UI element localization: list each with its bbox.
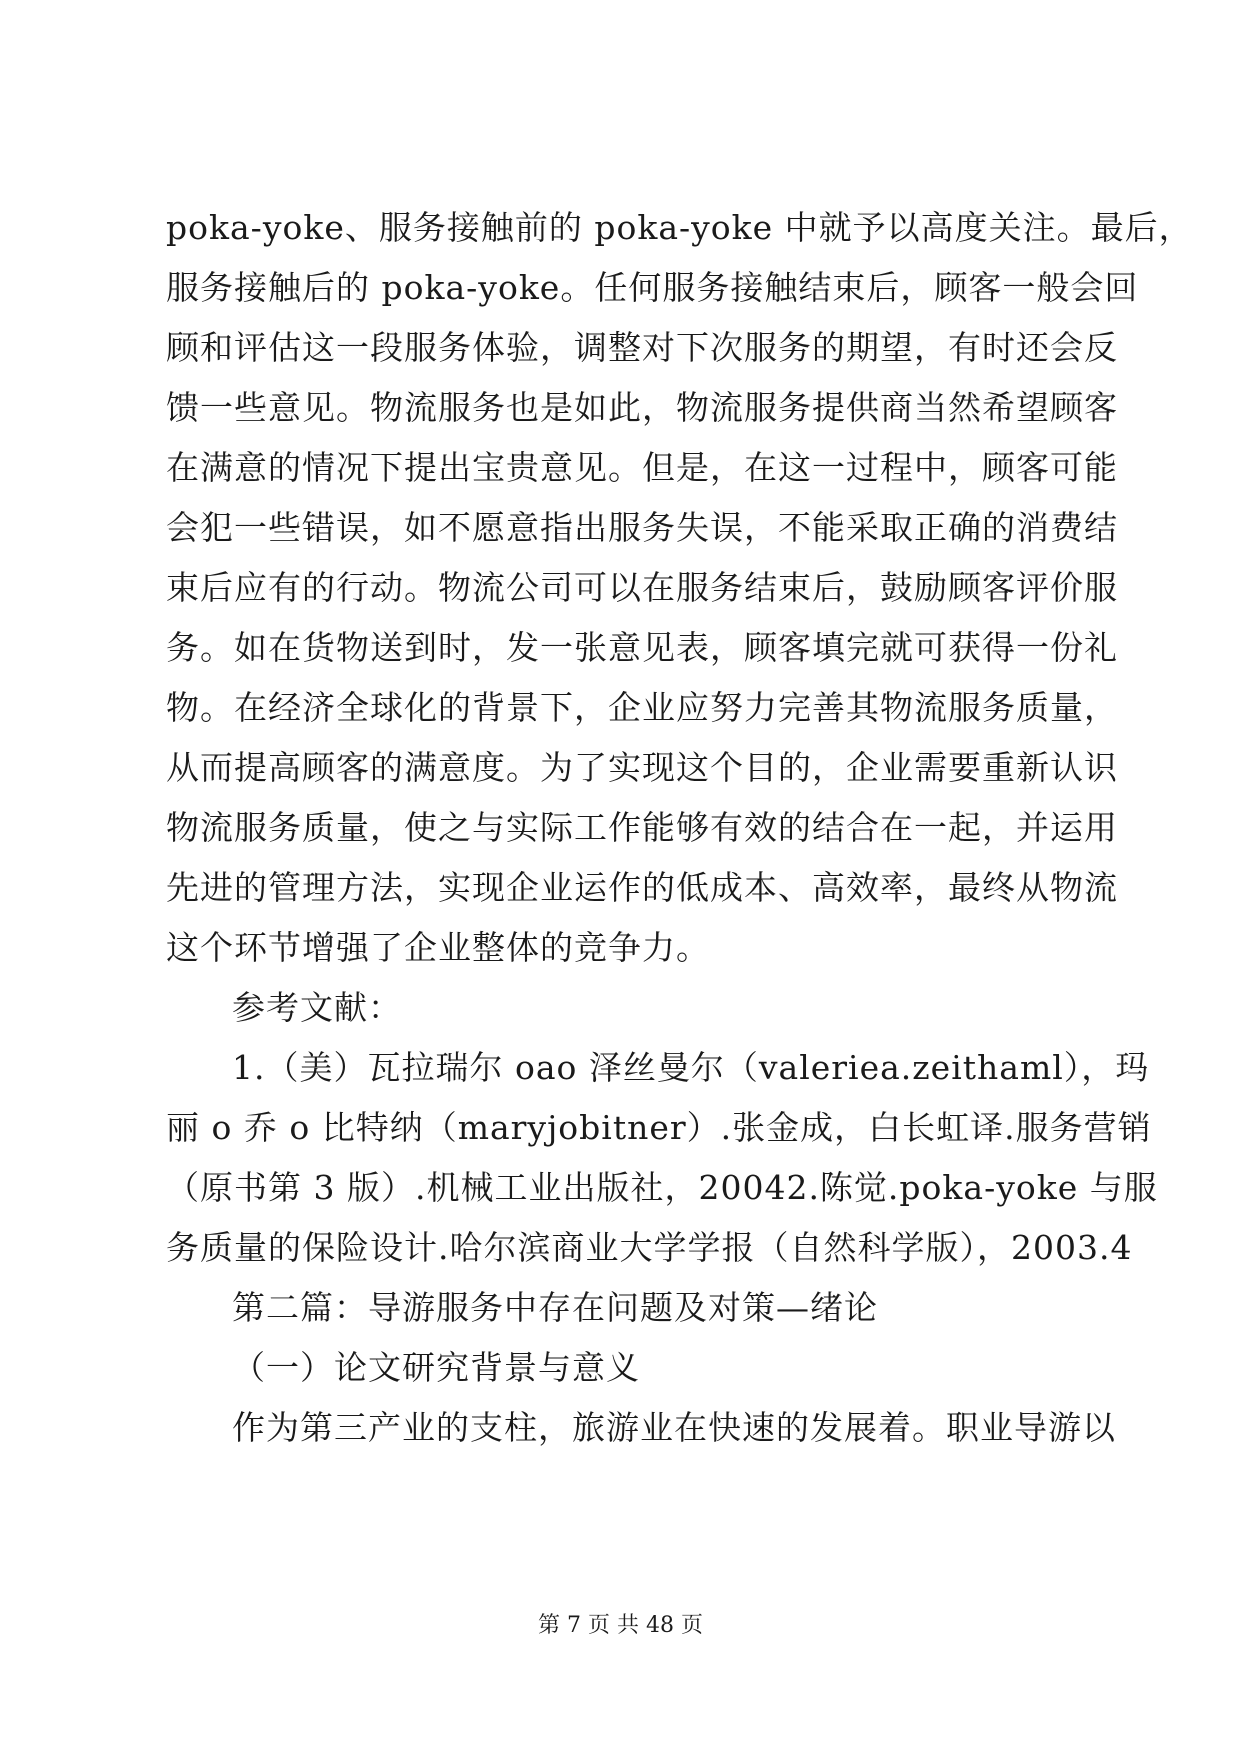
body-line-11: 物流服务质量，使之与实际工作能够有效的结合在一起，并运用: [166, 808, 1118, 847]
body-line-9: 物。在经济全球化的背景下，企业应努力完善其物流服务质量，: [166, 688, 1118, 727]
body-line-12: 先进的管理方法，实现企业运作的低成本、高效率，最终从物流: [166, 868, 1118, 907]
page-footer: 第 7 页 共 48 页: [538, 1613, 703, 1638]
body-line-5: 在满意的情况下提出宝贵意见。但是，在这一过程中，顾客可能: [166, 448, 1118, 487]
body-line-2: 服务接触后的 poka-yoke。任何服务接触结束后，顾客一般会回: [166, 268, 1139, 307]
body-last-line: 作为第三产业的支柱，旅游业在快速的发展着。职业导游以: [232, 1408, 1116, 1447]
section-heading: （一）论文研究背景与意义: [232, 1348, 640, 1387]
body-line-7: 束后应有的行动。物流公司可以在服务结束后，鼓励顾客评价服: [166, 568, 1118, 607]
reference-line-4: 务质量的保险设计.哈尔滨商业大学学报（自然科学版），2003.4: [166, 1228, 1133, 1267]
body-line-10: 从而提高顾客的满意度。为了实现这个目的，企业需要重新认识: [166, 748, 1118, 787]
reference-line-3: （原书第 3 版）.机械工业出版社，20042.陈觉.poka-yoke 与服: [166, 1168, 1158, 1207]
reference-line-1: 1.（美）瓦拉瑞尔 oao 泽丝曼尔（valeriea.zeithaml），玛: [232, 1048, 1150, 1087]
chapter-heading: 第二篇：导游服务中存在问题及对策—绪论: [232, 1288, 878, 1327]
body-line-4: 馈一些意见。物流服务也是如此，物流服务提供商当然希望顾客: [166, 388, 1118, 427]
body-line-8: 务。如在货物送到时，发一张意见表，顾客填完就可获得一份礼: [166, 628, 1118, 667]
references-heading: 参考文献：: [232, 988, 402, 1027]
reference-line-2: 丽 o 乔 o 比特纳（maryjobitner）.张金成，白长虹译.服务营销: [166, 1108, 1152, 1147]
body-line-13: 这个环节增强了企业整体的竞争力。: [166, 928, 710, 967]
body-line-1: poka-yoke、服务接触前的 poka-yoke 中就予以高度关注。最后，: [166, 208, 1193, 247]
body-line-6: 会犯一些错误，如不愿意指出服务失误，不能采取正确的消费结: [166, 508, 1118, 547]
body-line-3: 顾和评估这一段服务体验，调整对下次服务的期望，有时还会反: [166, 328, 1118, 367]
